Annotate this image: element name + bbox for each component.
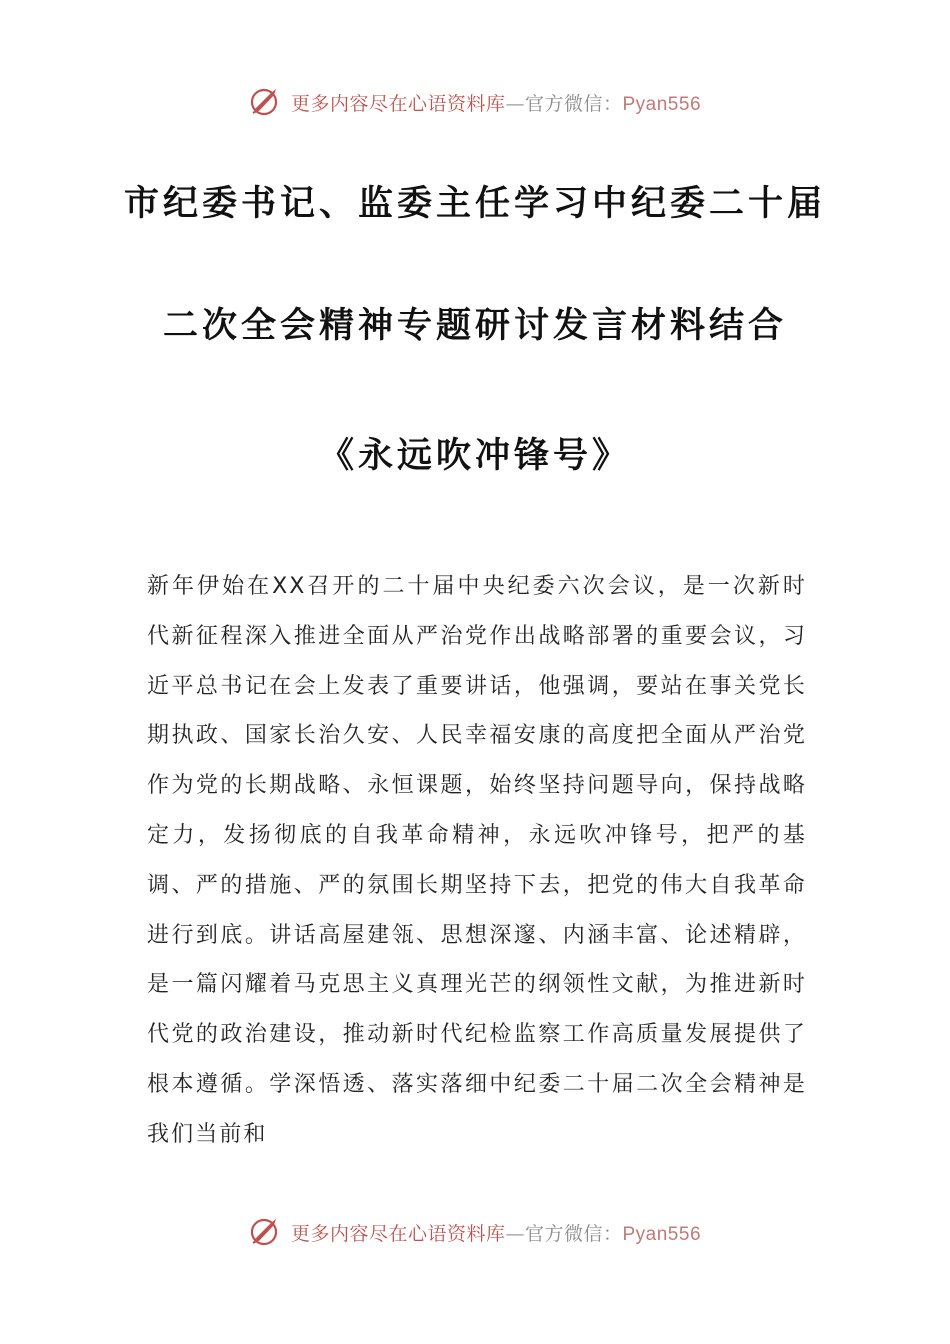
watermark-dash: — — [505, 92, 525, 115]
watermark-account: Pyan556 — [622, 93, 702, 115]
watermark-dash: — — [505, 1222, 525, 1245]
document-title-line-1: 市纪委书记、监委主任学习中纪委二十届 — [123, 184, 826, 224]
watermark-brand: 更多内容尽在心语资料库 — [290, 1222, 506, 1245]
watermark-brand: 更多内容尽在心语资料库 — [290, 92, 506, 115]
pen-logo-icon — [249, 1215, 283, 1249]
pen-logo-icon — [249, 85, 283, 119]
watermark-text — [291, 1219, 701, 1246]
body-paragraph: 新年伊始在XX召开的二十届中央纪委六次会议，是一次新时代新征程深入推进全面从严治党作出战略部署的重要会议，习近平总书记在会上发表了重要讲话，他强调，要站在事关党长期执政、国家长治久安、人民幸福安康的高度把全面从严治党作为党的长期战略、永恒课题，始终坚持问题导向，保持战略定力，发扬彻底的自我革命精神，永远吹冲锋号，把严的基调、严的措施、严的氛围长期坚持下去，把党的伟大自我革命进行到底。讲话高屋建瓴、思想深邃、内涵丰富、论述精辟，是一篇闪耀着马克思主义真理光芒的纲领性文献，为推进新时代党的政治建设，推动新时代纪检监察工作高质量发展提供了根本遵循。学深悟透、落实落细中纪委二十届二次全会精神是我们当前和 — [147, 574, 807, 1147]
watermark-wechat-label: 官方微信： — [524, 92, 623, 115]
document-title-line-2: 二次全会精神专题研讨发言材料结合 — [162, 306, 787, 346]
watermark-wechat-label: 官方微信： — [524, 1222, 623, 1245]
document-title-line-3: 《永远吹冲锋号》 — [318, 436, 631, 476]
footer-watermark — [0, 1212, 950, 1252]
watermark-text — [291, 89, 701, 116]
header-watermark — [0, 82, 950, 122]
watermark-account: Pyan556 — [622, 1223, 702, 1245]
